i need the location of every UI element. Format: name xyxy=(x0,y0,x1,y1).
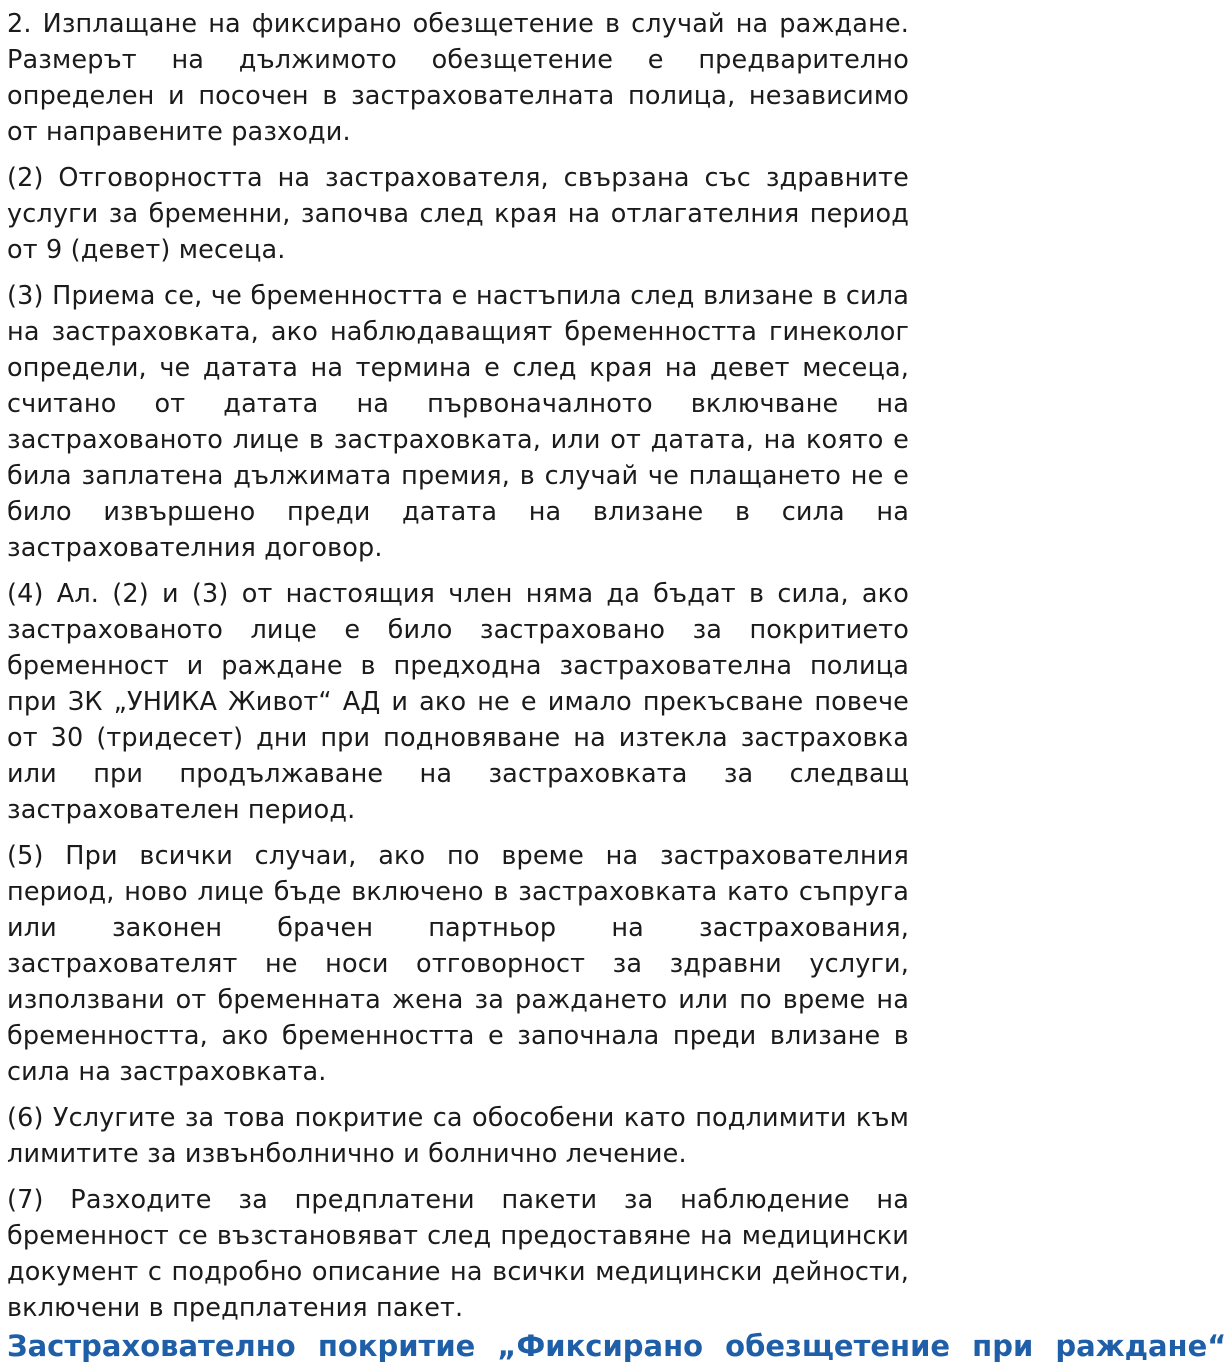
paragraph-5-new-person: (5) При всички случаи, ако по време на застрахователния период, ново лице бъде включено в застраховката като съпруга или законен брачен партньор на застрахования, застрахователят не носи отговорност за здравни услуги, използвани от бременната жена за раждането или по време на бременността, ако бременността е започнала преди влизане в сила на застраховката. xyxy=(7,841,909,1087)
paragraph-fixed-compensation: 2. Изплащане на фиксирано обезщетение в случай на раждане. Размерът на дължимото обезщетение е предварително определен и посочен в застрахователната полица, независимо от направените разходи. xyxy=(7,9,909,147)
paragraph-2-insurer-liability: (2) Отговорността на застрахователя, свързана със здравните услуги за бременни, започва след края на отлагателния период от 9 (девет) месеца. xyxy=(7,163,909,265)
paragraph-4-exceptions: (4) Ал. (2) и (3) от настоящия член няма да бъдат в сила, ако застрахованото лице е било застраховано за покритието бременност и раждане в предходна застрахователна полица при ЗК „УНИКА Живот“ АД и ако не е имало прекъсване повече от 30 (тридесет) дни при подновяване на изтекла застраховка или при продължаване на застраховката за следващ застрахователен период. xyxy=(7,579,909,825)
paragraph-3-pregnancy-onset: (3) Приема се, че бременността е настъпила след влизане в сила на застраховката, ако наблюдаващият бременността гинеколог определи, че датата на термина е след края на девет месеца, считано от датата на първоначалното включване на застрахованото лице в застраховката, или от датата, на която е била заплатена дължимата премия, в случай че плащането не е било извършено преди датата на влизане в сила на застрахователния договор. xyxy=(7,281,909,563)
paragraph-7-prepaid-packages: (7) Разходите за предплатени пакети за наблюдение на бременност се възстановяват след предоставяне на медицински документ с подробно описание на всички медицински дейности, включени в предплатения пакет. xyxy=(7,1185,909,1323)
next-section-heading: Застрахователно покритие „Фиксирано обезщетение при раждане“ xyxy=(7,1329,1226,1363)
paragraph-6-sublimits: (6) Услугите за това покритие са обособени като подлимити към лимитите за извънболнично и болнично лечение. xyxy=(7,1103,909,1169)
